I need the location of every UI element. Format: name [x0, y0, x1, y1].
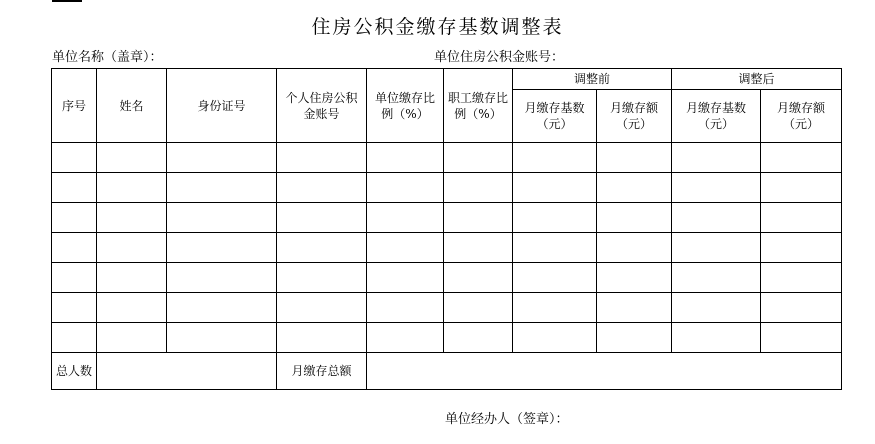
header-seq: 序号 — [52, 69, 97, 143]
table-cell[interactable] — [444, 173, 513, 203]
table-cell[interactable] — [97, 233, 167, 263]
table-cell[interactable] — [597, 293, 672, 323]
table-cell[interactable] — [513, 143, 597, 173]
total-people-cell[interactable] — [97, 353, 277, 390]
table-cell[interactable] — [672, 203, 761, 233]
page-title: 住房公积金缴存基数调整表 — [311, 16, 564, 38]
table-row — [52, 233, 842, 263]
table-cell[interactable] — [52, 233, 97, 263]
table-row — [52, 143, 842, 173]
table-cell[interactable] — [367, 233, 444, 263]
table-cell[interactable] — [97, 263, 167, 293]
table-cell[interactable] — [277, 293, 367, 323]
table-cell[interactable] — [277, 323, 367, 353]
table-row — [52, 293, 842, 323]
table-cell[interactable] — [277, 173, 367, 203]
table-cell[interactable] — [597, 143, 672, 173]
table-cell[interactable] — [761, 203, 842, 233]
table-row — [52, 203, 842, 233]
table-cell[interactable] — [761, 323, 842, 353]
table-cell[interactable] — [444, 203, 513, 233]
header-name: 姓名 — [97, 69, 167, 143]
signer-label: 单位经办人（签章）： — [445, 412, 569, 427]
table-cell[interactable] — [597, 263, 672, 293]
table-cell[interactable] — [761, 293, 842, 323]
table-cell[interactable] — [513, 263, 597, 293]
table-cell[interactable] — [444, 233, 513, 263]
table-cell[interactable] — [97, 203, 167, 233]
header-personal-account: 个人住房公积 金账号 — [277, 69, 367, 143]
header-after: 调整后 — [672, 69, 842, 90]
table-cell[interactable] — [277, 143, 367, 173]
table-cell[interactable] — [97, 293, 167, 323]
table-body — [52, 143, 842, 353]
table-cell[interactable] — [52, 263, 97, 293]
table-cell[interactable] — [167, 203, 277, 233]
table-cell[interactable] — [52, 203, 97, 233]
table-cell[interactable] — [761, 173, 842, 203]
table-cell[interactable] — [367, 323, 444, 353]
table-cell[interactable] — [597, 173, 672, 203]
table-cell[interactable] — [367, 173, 444, 203]
table-cell[interactable] — [52, 173, 97, 203]
table-cell[interactable] — [761, 143, 842, 173]
table-row — [52, 173, 842, 203]
header-base-after: 月缴存基数 （元） — [672, 90, 761, 143]
table-cell[interactable] — [167, 173, 277, 203]
table-cell[interactable] — [761, 263, 842, 293]
table-cell[interactable] — [52, 293, 97, 323]
table-cell[interactable] — [513, 173, 597, 203]
header-base-before: 月缴存基数 （元） — [513, 90, 597, 143]
adjustment-table — [51, 68, 842, 390]
total-amount-cell[interactable] — [367, 353, 842, 390]
table-cell[interactable] — [444, 323, 513, 353]
total-amount-label: 月缴存总额 — [277, 353, 367, 390]
table-row — [52, 263, 842, 293]
table-cell[interactable] — [97, 173, 167, 203]
total-people-label: 总人数 — [52, 353, 97, 390]
table-cell[interactable] — [672, 173, 761, 203]
table-cell[interactable] — [672, 293, 761, 323]
table-cell[interactable] — [444, 263, 513, 293]
table-row — [52, 323, 842, 353]
table-cell[interactable] — [597, 233, 672, 263]
header-employee-ratio: 职工缴存比 例（%） — [444, 69, 513, 143]
table-cell[interactable] — [277, 203, 367, 233]
header-unit-ratio: 单位缴存比 例（%） — [367, 69, 444, 143]
table-cell[interactable] — [277, 263, 367, 293]
table-cell[interactable] — [52, 143, 97, 173]
unit-name-label: 单位名称（盖章）： — [52, 50, 163, 65]
table-cell[interactable] — [367, 293, 444, 323]
header-id-number: 身份证号 — [167, 69, 277, 143]
table-cell[interactable] — [167, 263, 277, 293]
table-cell[interactable] — [367, 143, 444, 173]
table-cell[interactable] — [513, 293, 597, 323]
header-amount-after: 月缴存额 （元） — [761, 90, 842, 143]
table-cell[interactable] — [167, 293, 277, 323]
table-cell[interactable] — [167, 143, 277, 173]
table-cell[interactable] — [672, 323, 761, 353]
table-cell[interactable] — [52, 323, 97, 353]
table-cell[interactable] — [367, 203, 444, 233]
table-cell[interactable] — [367, 263, 444, 293]
header-before: 调整前 — [513, 69, 672, 90]
table-cell[interactable] — [167, 323, 277, 353]
header-amount-before: 月缴存额 （元） — [597, 90, 672, 143]
table-cell[interactable] — [672, 143, 761, 173]
table-cell[interactable] — [672, 233, 761, 263]
table-cell[interactable] — [513, 233, 597, 263]
table-cell[interactable] — [97, 143, 167, 173]
table-cell[interactable] — [513, 203, 597, 233]
table-cell[interactable] — [672, 263, 761, 293]
table-cell[interactable] — [97, 323, 167, 353]
table-cell[interactable] — [277, 233, 367, 263]
table-cell[interactable] — [444, 143, 513, 173]
table-cell[interactable] — [444, 293, 513, 323]
unit-account-label: 单位住房公积金账号： — [434, 50, 565, 65]
table-cell[interactable] — [513, 323, 597, 353]
table-cell[interactable] — [597, 323, 672, 353]
table-cell[interactable] — [761, 233, 842, 263]
table-cell[interactable] — [167, 233, 277, 263]
table-cell[interactable] — [597, 203, 672, 233]
cropped-text-fragment — [52, 0, 82, 2]
